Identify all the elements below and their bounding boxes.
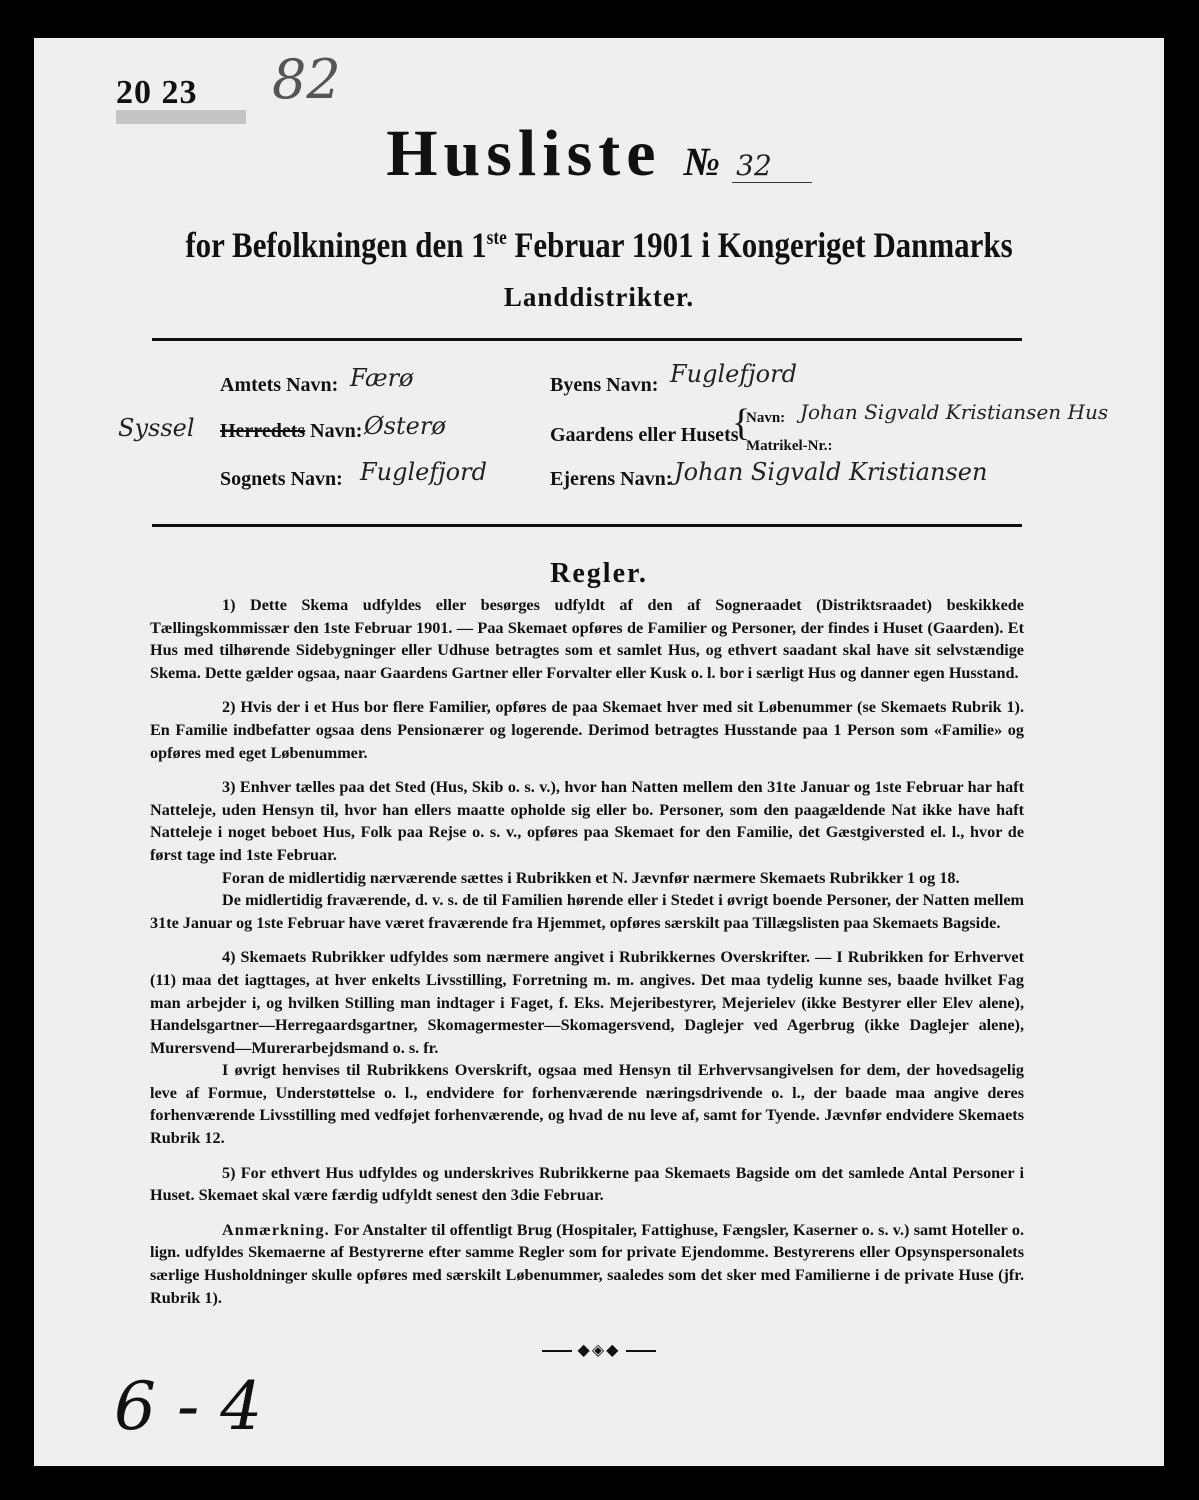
top-divider: [152, 338, 1022, 341]
rules-heading: Regler.: [550, 558, 648, 589]
rule-5: 5) For ethvert Hus udfyldes og underskrives Rubrikkerne paa Skemaets Bagside om det samlede Antal Personer i Huset. Skemaet skal være færdig udfyldt senest den 3die Februar.: [150, 1163, 1024, 1205]
ejer-label: Ejerens Navn:: [550, 468, 673, 490]
district-heading: Landdistrikter.: [503, 282, 695, 312]
note: [150, 1219, 1024, 1309]
rules-body: [150, 594, 1024, 1321]
rule-1: 1) Dette Skema udfyldes eller besørges udfyldt af den af Sogneraadet (Distriktsraadet) beskikkede Tællingskommissær den 1ste Februar 1901. — Paa Skemaet opføres de Familier og Personer, der findes i Huset (Gaarden). Et Hus med tilhørende Sidebygninger eller Udhuse betragtes som et samlet Hus, og ethvert saadant skal have sit selvstændige Skema. Dette gælder ogsaa, naar Gaardens Gartner eller Forvalter eller Kusk o. l. bor i særligt Hus og danner egen Husstand.: [150, 596, 1024, 682]
ejer-value: Johan Sigvald Kristiansen: [674, 458, 988, 486]
ornament-divider: ◆◈◆: [34, 1340, 1164, 1360]
form-subtitle: [113, 224, 1085, 266]
subtitle-sup: ste: [486, 227, 507, 249]
rule-4: 4) Skemaets Rubrikker udfyldes som nærmere angivet i Rubrikkernes Overskrifter. — I Rubrikken for Erhvervet (11) maa det iagttages, at hver enkelts Livsstilling, Forretning m. m. angives. Det maa tydelig kunne ses, baade hvilket Fag man arbejder i, og hvilken Stilling man indtager i Faget, f. Eks. Mejeribestyrer, Mejerielev (ikke Bestyrer eller Elev alene), Handelsgartner—Herregaardsgartner, Skomagermester—Skomagersvend, Daglejer ved Agerbrug (ikke Daglejer alene), Murersvend—Murerarbejdsmand o. s. fr.: [150, 948, 1024, 1057]
census-form-sheet: [34, 38, 1164, 1466]
note-text: For Anstalter til offentligt Brug (Hospitaler, Fattighuse, Fængsler, Kaserner o. s. v.) samt Hoteller o. lign. udfyldes Skemaerne af Bestyrerne efter samme Regler som for private Ejendomme. Bestyrerens eller Opsynspersonalets særlige Husholdninger skulle opføres med særskilt Løbenummer, saaledes som det sker med Familierne i de private Huse (jfr. Rubrik 1).: [150, 1220, 1024, 1307]
amt-label: Amtets Navn:: [220, 374, 339, 396]
herred-value: Østerø: [364, 412, 446, 440]
syssel-handwritten: Syssel: [118, 414, 195, 442]
by-value: Fuglefjord: [670, 360, 797, 388]
sogn-label: Sognets Navn:: [220, 468, 343, 490]
herred-label-rest: Navn:: [305, 420, 363, 442]
gaard-brace: {: [732, 402, 751, 444]
title-main: Husliste: [386, 117, 662, 190]
amt-value: Færø: [350, 364, 414, 392]
subtitle-post: Februar 1901 i Kongeriget Danmarks: [506, 225, 1013, 265]
bottom-handwritten-mark: 6 - 4: [114, 1368, 263, 1445]
gaard-name-label: Navn:: [746, 410, 786, 426]
form-title: [34, 116, 1164, 192]
herred-label-struck: Herredets: [220, 420, 306, 442]
rule-3: 3) Enhver tælles paa det Sted (Hus, Skib o. s. v.), hvor han Natten mellem den 31te Januar og 1ste Februar har haft Natteleje, uden Hensyn til, hvor han ellers maatte opholde sig eller bo. Personer, som den paagældende Nat ikke have haft Natteleje i noget beboet Hus, Folk paa Rejse o. s. v., opføres paa Skemaet for den Familie, det Gæstgiversted el. l., hvor de først tage ind 1ste Februar.: [150, 778, 1024, 864]
matrikel-label: Matrikel-Nr.:: [746, 438, 833, 454]
list-number: 32: [732, 149, 812, 183]
gaard-label: Gaardens eller Husets: [550, 424, 739, 446]
herred-label: [220, 420, 362, 443]
subtitle-pre: for Befolkningen den 1: [185, 225, 487, 265]
note-label: Anmærkning.: [222, 1220, 330, 1239]
form-code: 20 23: [116, 74, 198, 111]
rule-3-absent: De midlertidig fraværende, d. v. s. de til Familien hørende eller i Stedet i øvrigt boende Personer, der Natten mellem 31te Januar og 1ste Februar have været fraværende fra Hjemmet, opføres særskilt paa Tillægslisten paa Skemaets Bagside.: [150, 891, 1024, 932]
bottom-divider: [152, 524, 1022, 527]
rule-3-note-n: Foran de midlertidig nærværende sættes i Rubrikken et N. Jævnfør nærmere Skemaets Rubrikker 1 og 18.: [222, 868, 960, 887]
handwritten-number: 82: [272, 48, 341, 111]
number-sign: №: [683, 139, 721, 184]
gaard-name-value: Johan Sigvald Kristiansen Hus: [800, 400, 1109, 424]
sogn-value: Fuglefjord: [360, 458, 487, 486]
rule-2: 2) Hvis der i et Hus bor flere Familier, opføres de paa Skemaet hver med sit Løbenummer (se Skemaets Rubrik 1). En Familie indbefatter ogsaa dens Pensionærer og logerende. Derimod betragtes Husstande paa 1 Person som «Familie» og opføres med eget Løbenummer.: [150, 698, 1024, 762]
rule-4-cont: I øvrigt henvises til Rubrikkens Overskrift, ogsaa med Hensyn til Erhvervsangivelsen for dem, der hovedsagelig leve af Formue, Understøttelse o. l., endvidere for forhenværende næringsdrivende o. l., der baade maa angive deres forhenværende Livsstilling med vedføjet forhenværende, og hvad de nu leve af, samt for Tyende. Jævnfør endvidere Skemaets Rubrik 12.: [150, 1061, 1024, 1148]
by-label: Byens Navn:: [550, 374, 659, 396]
